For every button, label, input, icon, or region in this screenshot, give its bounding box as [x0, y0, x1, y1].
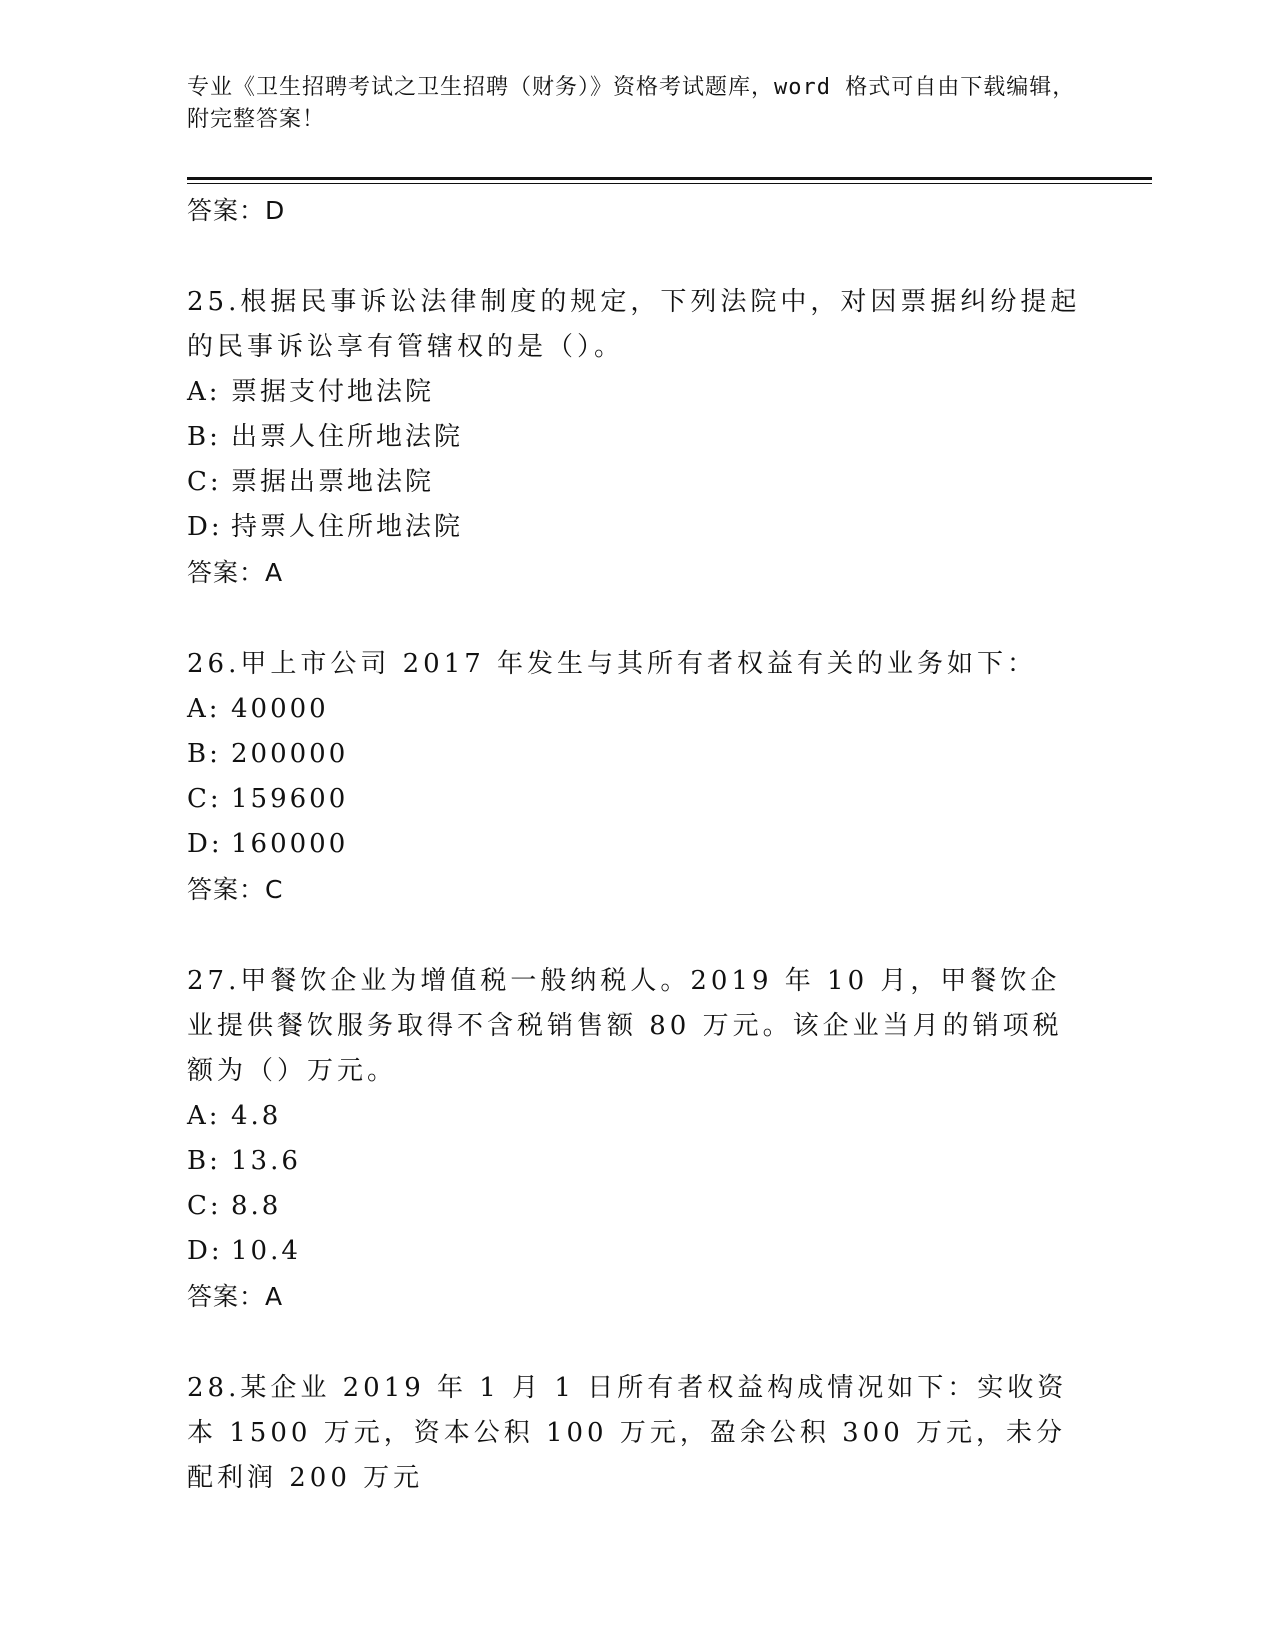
option-value: 10.4: [231, 1236, 301, 1266]
option-key: D:: [187, 512, 223, 542]
option-b: [187, 732, 1087, 777]
option-d: [187, 822, 1087, 867]
option-value: 票据支付地法院: [231, 377, 435, 407]
question-25: [187, 280, 1087, 595]
option-value: 出票人住所地法院: [231, 422, 464, 452]
document-body: [187, 188, 1087, 1548]
option-b: [187, 415, 1087, 460]
option-d: [187, 1229, 1087, 1274]
answer-line: 答案：A: [187, 1282, 284, 1311]
option-value: 8.8: [231, 1191, 282, 1221]
option-key: B:: [187, 1146, 221, 1176]
answer-line: 答案：C: [187, 875, 284, 904]
question-28: [187, 1366, 1087, 1501]
option-key: D:: [187, 829, 223, 859]
question-text: 26.甲上市公司 2017 年发生与其所有者权益有关的业务如下：: [187, 649, 1038, 679]
option-key: B:: [187, 739, 221, 769]
answer-line: 答案：A: [187, 558, 284, 587]
option-b: [187, 1139, 1087, 1184]
option-c: [187, 460, 1087, 505]
option-key: C:: [187, 1191, 222, 1221]
option-a: [187, 687, 1087, 732]
option-key: A:: [187, 1101, 221, 1131]
question-text: 27.甲餐饮企业为增值税一般纳税人。2019 年 10 月，甲餐饮企业提供餐饮服务取得不含税销售额 80 万元。该企业当月的销项税额为（）万元。: [187, 966, 1063, 1086]
option-value: 持票人住所地法院: [231, 512, 464, 542]
option-d: [187, 505, 1087, 550]
answer-line: 答案：D: [187, 196, 286, 225]
option-c: [187, 1184, 1087, 1229]
option-c: [187, 777, 1087, 822]
option-key: C:: [187, 467, 222, 497]
option-value: 40000: [231, 694, 329, 724]
option-value: 200000: [231, 739, 349, 769]
option-key: A:: [187, 377, 221, 407]
question-26: [187, 642, 1087, 912]
option-value: 4.8: [231, 1101, 282, 1131]
option-key: D:: [187, 1236, 223, 1266]
option-key: A:: [187, 694, 221, 724]
option-key: B:: [187, 422, 221, 452]
option-a: [187, 1094, 1087, 1139]
option-value: 160000: [231, 829, 349, 859]
option-value: 159600: [231, 784, 349, 814]
option-value: 票据出票地法院: [231, 467, 435, 497]
option-value: 13.6: [231, 1146, 301, 1176]
question-text: 25.根据民事诉讼法律制度的规定，下列法院中，对因票据纠纷提起的民事诉讼享有管辖权的是（）。: [187, 287, 1081, 362]
option-a: [187, 370, 1087, 415]
option-key: C:: [187, 784, 222, 814]
question-27: [187, 959, 1087, 1319]
question-text: 28.某企业 2019 年 1 月 1 日所有者权益构成情况如下：实收资本 1500 万元，资本公积 100 万元，盈余公积 300 万元，未分配利润 200 万元: [187, 1373, 1068, 1493]
header-divider-thin: [187, 183, 1152, 184]
header-divider-thick: [187, 177, 1152, 180]
document-header: 专业《卫生招聘考试之卫生招聘（财务）》资格考试题库，word 格式可自由下载编辑，附完整答案！: [187, 75, 1076, 132]
